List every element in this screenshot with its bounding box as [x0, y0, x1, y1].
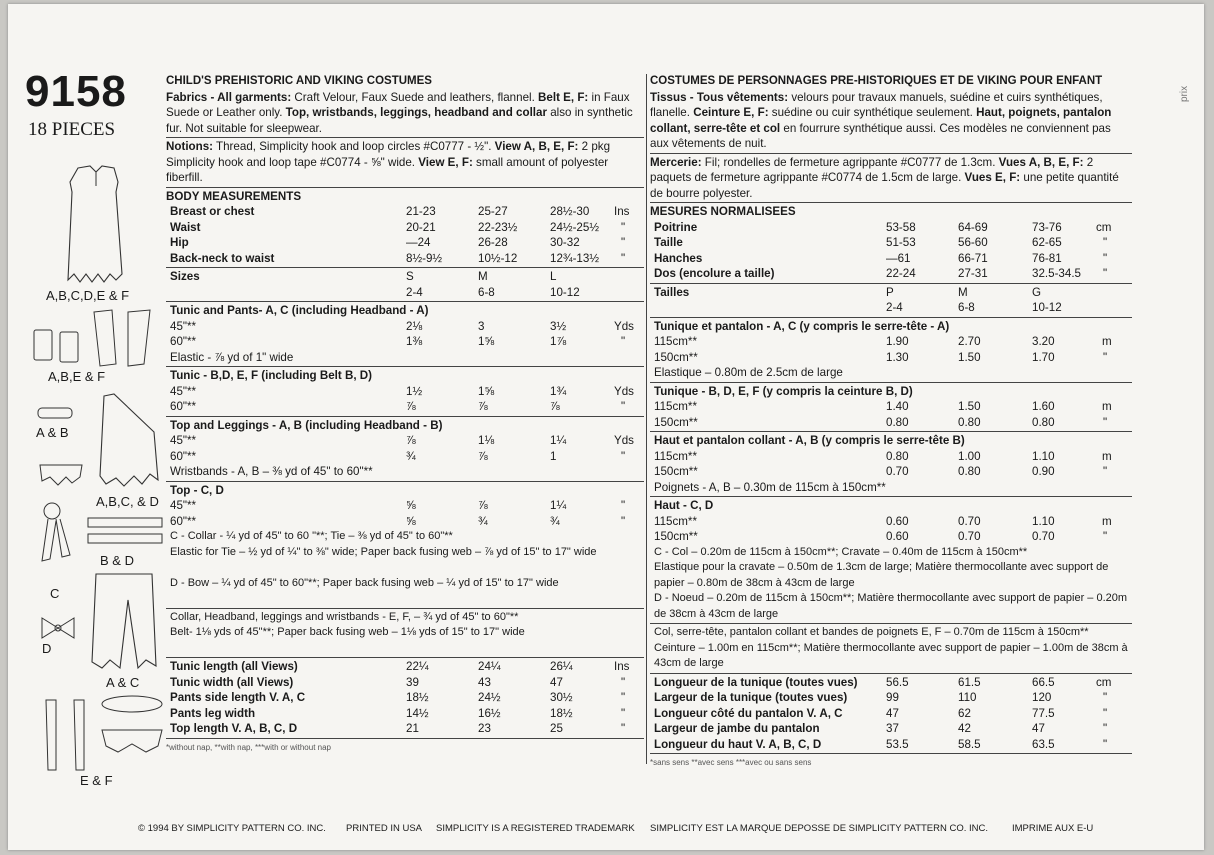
- view-label: A & B: [36, 425, 69, 440]
- headband-sketch: [36, 404, 76, 422]
- english-title: CHILD'S PREHISTORIC AND VIKING COSTUMES: [166, 75, 432, 87]
- view-label: A,B,C,D,E & F: [46, 288, 130, 303]
- mesures-title: MESURES NORMALISEES: [650, 205, 796, 218]
- table-row: Taille 51-53 56-60 62-65 ": [654, 236, 1108, 249]
- imprime: IMPRIME AUX E-U: [1012, 823, 1094, 834]
- pattern-number: 9158: [25, 67, 127, 116]
- tie-sketch: [36, 499, 80, 569]
- view-label: A & C: [106, 675, 140, 690]
- mercerie-paragraph: Mercerie: Fil; rondelles de fermeture agrippante #C0777 de 1.3cm. Vues A, B, E, F: 2 paquets de fermeture agrippante #C0774 de 1.5cm de large. Vues E, F: une petite quantité de bourre polyester.: [650, 155, 1119, 200]
- metrage-haut: Haut - C, D 115cm** 0.60 0.70 1.10 m 150cm** 0.60 0.70 0.70 " C - Col – 0.20m de 115cm à 150cm**; Cravate – 0.40m de 115cm à 150cm** Elastique pour la cravate – 0.50m de 1.3cm de large; Matière thermocollante avec support de papier – 0.80m de 38cm à 43cm de large D - Noeud – 0.20m de 115cm à 150cm**; Matière thermocollante avec support de papier – 0.20m de 38cm à 43cm de large: [654, 499, 1128, 620]
- table-row: Poitrine 53-58 64-69 73-76 cm: [654, 220, 1112, 234]
- trademark: SIMPLICITY IS A REGISTERED TRADEMARK: [436, 823, 635, 834]
- body-measurements-table: [166, 204, 644, 266]
- table-row: Dos (encolure a taille) 22-24 27-31 32.5-34.5 ": [654, 267, 1108, 280]
- top-sketch: [94, 392, 164, 492]
- tailles-block: Tailles P M G 2-4 6-8 10-12: [654, 285, 1062, 314]
- metrage-col-ceinture: Col, serre-tête, pantalon collant et bandes de poignets E, F – 0.70m de 115cm à 150cm** Ceinture – 1.00m en 115cm**; Matière thermocollante avec support de papier – 1.00m de 38cm à 43cm de large: [654, 626, 1128, 669]
- bow-sketch: [38, 616, 78, 640]
- table-row: Hanches —61 66-71 76-81 ": [654, 251, 1108, 265]
- table-row: Breast or chest 21-23 25-27 28½-30 Ins: [170, 205, 630, 218]
- yardage-tunic-pants: Tunic and Pants- A, C (including Headband - A) 45"** 2⅛ 3 3½ Yds 60"** 1⅜ 1⅝ 1⅞ " Elastic - ⅞ yd of 1" wide: [170, 304, 634, 364]
- french-title: COSTUMES DE PERSONNAGES PRE-HISTORIQUES ET DE VIKING POUR ENFANT: [650, 75, 1103, 87]
- yardage-collar-belt: Collar, Headband, leggings and wristbands - E, F, – ¾ yd of 45" to 60"** Belt- 1⅛ yds of 45"**; Paper back fusing web – 1⅛ yds of 15" to 17" wide: [170, 610, 525, 638]
- body-measurements-title: BODY MEASUREMENTS: [166, 189, 302, 203]
- view-label: A,B,E & F: [48, 369, 106, 384]
- view-label: C: [50, 586, 60, 601]
- metrage-tunique: Tunique - B, D, E, F (y compris la ceinture B, D) 115cm** 1.40 1.50 1.60 m 150cm** 0.80 0.80 0.80 ": [654, 384, 1112, 429]
- leggings-sketch: [42, 696, 92, 776]
- nap-footnote: *without nap, **with nap, ***with or without nap: [166, 742, 331, 752]
- collar-sketch: [36, 459, 86, 499]
- viking-collar-sketch: [96, 690, 168, 760]
- price-label: prix: [1179, 85, 1190, 102]
- yardage-top: Top - C, D 45"** ⅝ ⅞ 1¼ " 60"** ⅝ ¾ ¾ " C - Collar - ¼ yd of 45" to 60 "**; Tie – ⅜ yd of 45" to 60"** Elastic for Tie – ½ yd of ¼" to ⅜" wide; Paper back fusing web – ⅞ yd of 15" to 17" wide D - Bow – ¼ yd of 45" to 60"**; Paper back fusing web – ¼ yd of 15" to 17" wide: [170, 483, 626, 589]
- copyright: © 1994 BY SIMPLICITY PATTERN CO. INC.: [138, 823, 326, 834]
- finished-measurements-table: Tunic length (all Views) 22¼ 24¼ 26¼ Ins Tunic width (all Views) 39 43 47 " Pants side length V. A, C 18½ 24½ 30½ " Pants leg width 14½ 16½ 18½ " Top length V. A, B, C, D 21 23 25 ": [170, 660, 630, 735]
- table-row: Waist 20-21 22-23½ 24½-25½ ": [170, 220, 626, 234]
- column-divider: [646, 74, 647, 764]
- marque: SIMPLICITY EST LA MARQUE DEPOSSE DE SIMPLICITY PATTERN CO. INC.: [650, 823, 989, 834]
- metrage-haut-pantalon: Haut et pantalon collant - A, B (y compris le serre-tête B) 115cm** 0.80 1.00 1.10 m 150cm** 0.70 0.80 0.90 " Poignets - A, B – 0.30m de 115cm à 150cm**: [654, 434, 1112, 494]
- belt-sketch: [86, 514, 166, 548]
- table-row: Hip —24 26-28 30-32 ": [170, 236, 626, 249]
- metrage-tunique-pantalon: Tunique et pantalon - A, C (y compris le serre-tête - A) 115cm** 1.90 2.70 3.20 m 150cm** 1.30 1.50 1.70 " Elastique – 0.80m de 2.5cm de large: [654, 319, 1112, 379]
- view-label: E & F: [80, 773, 113, 788]
- fabrics-paragraph: Fabrics - All garments: Craft Velour, Faux Suede and leathers, flannel. Belt E, F: in Faux Suede or Leather only. Top, wristbands, leggings, headband and collar also in synthetic fur. Not suitable for sleepwear.: [166, 90, 633, 135]
- mesures-table: [650, 220, 1132, 282]
- sizes-block: Sizes S M L 2-4 6-8 10-12: [170, 270, 580, 299]
- pants-sketch: [90, 570, 160, 674]
- table-row: Back-neck to waist 8½-9½ 10½-12 12¾-13½ ": [170, 251, 626, 265]
- tissus-paragraph: Tissus - Tous vêtements: velours pour travaux manuels, suédine et cuirs synthétiques, flanelle. Ceinture E, F: suédine ou cuir synthétique seulement. Haut, poignets, pantalon collant, serre-tête et col en fourrure synthétique aussi. Ces modèles ne conviennent pas aux vêtements de nuit.: [650, 90, 1112, 150]
- view-label: A,B,C, & D: [96, 494, 159, 509]
- pattern-envelope: [8, 4, 1204, 850]
- yardage-tunic: Tunic - B,D, E, F (including Belt B, D) 45"** 1½ 1⅝ 1¾ Yds 60"** ⅞ ⅞ ⅞ ": [170, 369, 634, 413]
- notions-paragraph: Notions: Thread, Simplicity hook and loop circles #C0777 - ½". View A, B, E, F: 2 pkg Simplicity hook and loop tape #C0774 - ⅝" wide. View E, F: small amount of polyester fiberfill.: [166, 140, 611, 184]
- yardage-top-leggings: Top and Leggings - A, B (including Headband - B) 45"** ⅞ 1⅛ 1¼ Yds 60"** ¾ ⅞ 1 " Wristbands - A, B – ⅜ yd of 45" to 60"**: [170, 418, 634, 478]
- view-label: B & D: [100, 553, 134, 568]
- english-column: [166, 74, 644, 752]
- view-label: D: [42, 641, 52, 656]
- pieces-count: 18 PIECES: [28, 119, 116, 140]
- sens-footnote: *sans sens **avec sens ***avec ou sans sens: [650, 758, 812, 767]
- french-column: [650, 74, 1132, 767]
- wristbands-leggings-sketch: [32, 308, 160, 370]
- printed-in: PRINTED IN USA: [346, 823, 423, 834]
- tunic-sketch: [58, 164, 134, 284]
- mesures-finies-table: Longueur de la tunique (toutes vues) 56.5 61.5 66.5 cm Largeur de la tunique (toutes vues) 99 110 120 " Longueur côté du pantalon V. A, C 47 62 77.5 " Largeur de jambe du pantalon 37 42 47 " Longueur du haut V. A, B, C, D 53.5 58.5 63.5 ": [654, 675, 1112, 751]
